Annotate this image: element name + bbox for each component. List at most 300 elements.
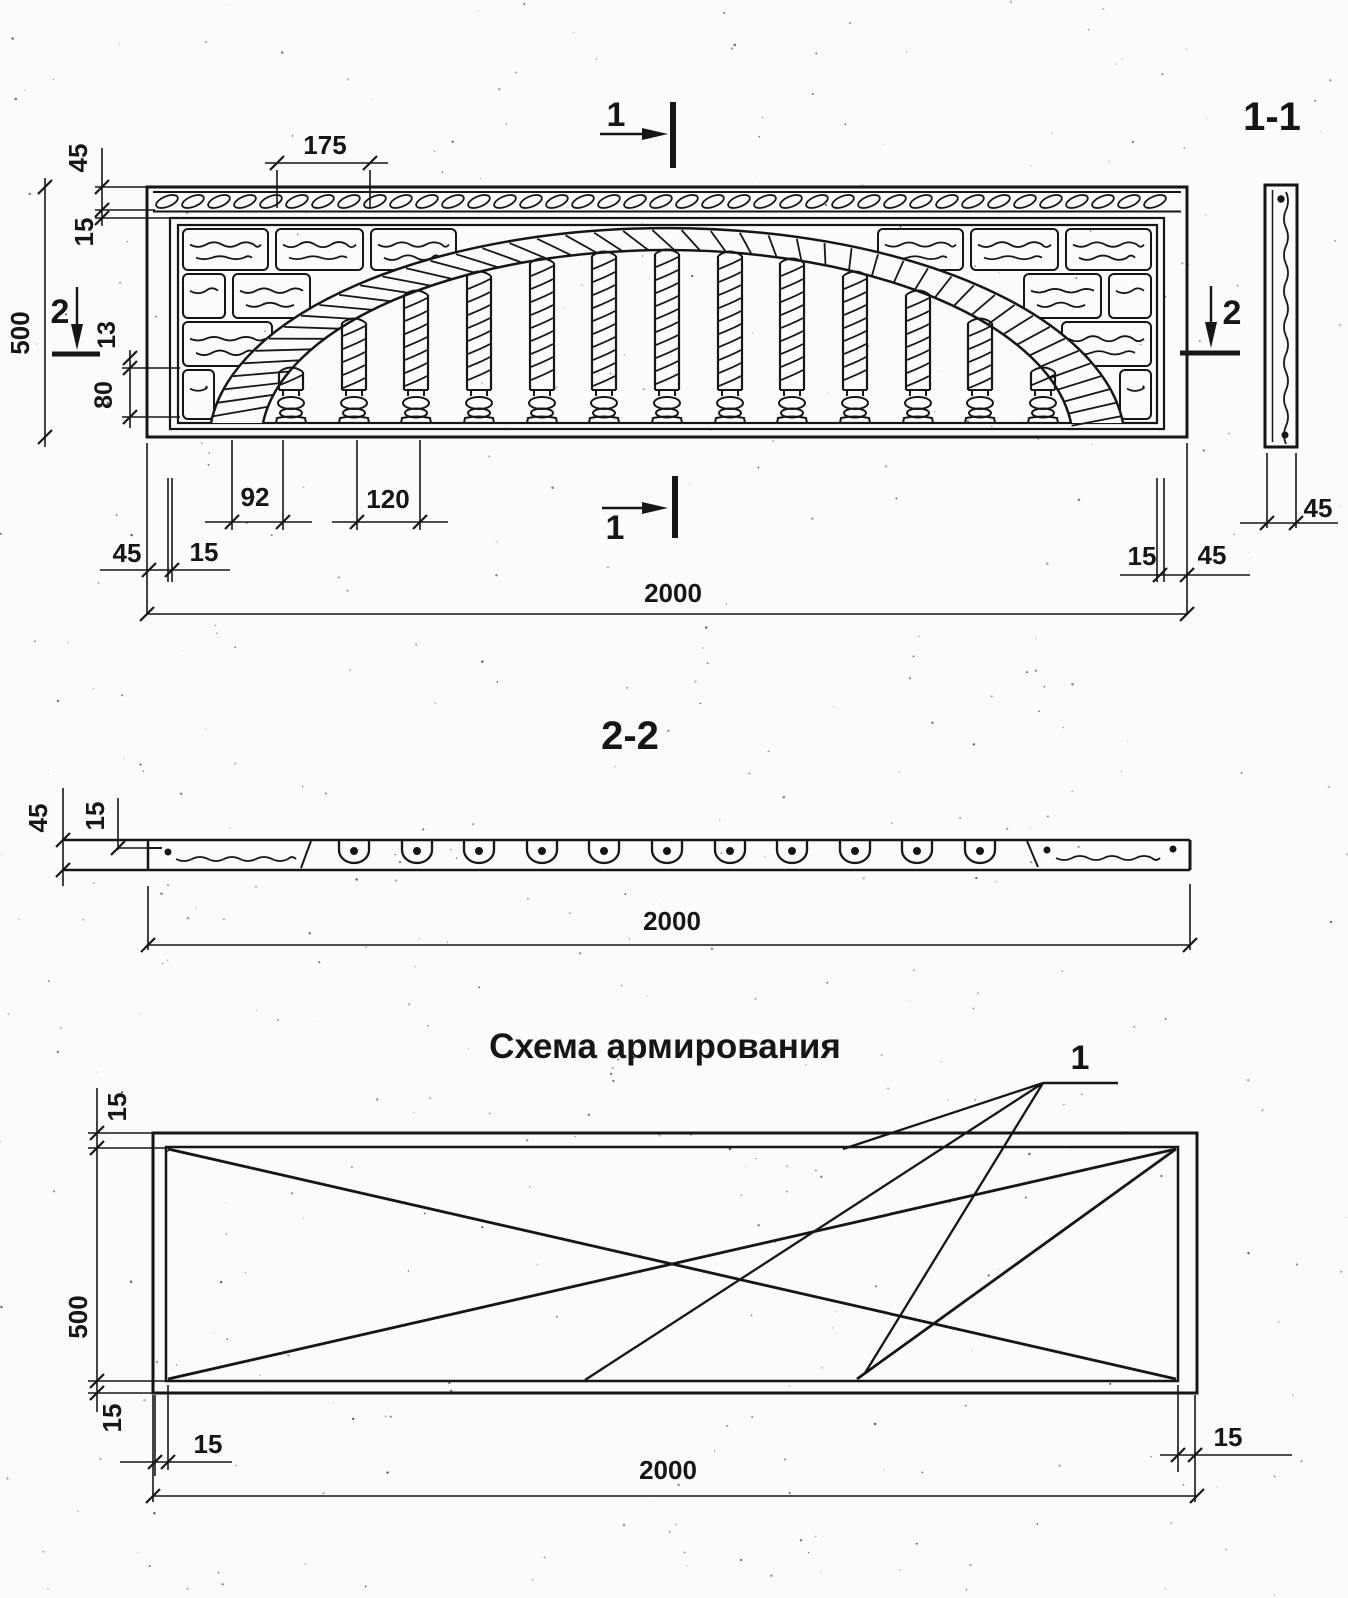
noise-dot [1109, 1383, 1111, 1385]
noise-dot [1046, 562, 1049, 565]
noise-dot [260, 1375, 261, 1376]
noise-dot [820, 1176, 823, 1179]
baluster-twist [781, 292, 803, 302]
dim-15-reinf-bottom-left-h: 15 [193, 1429, 223, 1459]
noise-dot [355, 878, 357, 880]
noise-dot [702, 647, 704, 649]
noise-dot [596, 58, 597, 59]
rope-segment [804, 192, 829, 210]
noise-dot [607, 567, 608, 568]
noise-dot [496, 542, 497, 543]
noise-dot [1052, 133, 1053, 134]
noise-dot [180, 793, 182, 795]
noise-dot [153, 1512, 155, 1514]
baluster-twist [343, 339, 365, 349]
baluster-twist [656, 348, 678, 358]
baluster-twist [907, 311, 929, 321]
noise-dot [447, 942, 448, 943]
noise-dot [302, 786, 303, 787]
rope-segment [570, 192, 595, 210]
baluster-twist [719, 298, 741, 308]
noise-dot [573, 32, 574, 33]
noise-dot [895, 498, 897, 500]
baluster-twist [468, 357, 490, 367]
noise-dot [167, 960, 169, 962]
rope-segment [1064, 192, 1089, 210]
noise-dot [1070, 1149, 1071, 1150]
baluster-twist [405, 350, 427, 360]
baluster-twist [844, 357, 866, 367]
marker-label-2-left: 2 [50, 293, 70, 331]
noise-dot [195, 907, 196, 908]
noise-dot [1031, 166, 1032, 167]
noise-dot [800, 1539, 803, 1542]
section-2-2-outline [63, 840, 1190, 870]
marker-label-1-bottom: 1 [605, 509, 625, 547]
rope-segment [596, 192, 621, 210]
noise-dot [1339, 505, 1340, 506]
noise-dot [119, 282, 121, 284]
noise-dot [478, 986, 480, 988]
noise-dot [836, 1311, 837, 1312]
noise-dot [940, 1061, 941, 1062]
baluster-neck [718, 390, 742, 396]
noise-dot [205, 41, 207, 43]
noise-dot [395, 880, 397, 882]
noise-dot [385, 1416, 387, 1418]
noise-dot [176, 1364, 177, 1365]
baluster-torus [905, 397, 931, 409]
noise-dot [755, 178, 756, 179]
noise-dot [833, 706, 834, 707]
dim-45-section-2-2: 45 [23, 803, 53, 833]
noise-dot [1025, 1197, 1027, 1199]
section-1-1-outline [1265, 185, 1297, 447]
baluster-twist [656, 270, 678, 280]
rope-segment [466, 192, 491, 210]
noise-dot [1133, 1026, 1135, 1028]
baluster-twist [719, 337, 741, 347]
noise-dot [1247, 1079, 1249, 1081]
noise-dot [0, 533, 2, 535]
stone-block [276, 229, 363, 270]
noise-dot [130, 1281, 133, 1284]
baluster-side [718, 256, 742, 390]
noise-dot [160, 892, 163, 895]
rope-segment [336, 192, 361, 210]
anchor-dot [1044, 847, 1050, 853]
noise-dot [1296, 1263, 1298, 1265]
noise-dot [1345, 1217, 1346, 1218]
rope-segment [1142, 192, 1167, 210]
noise-dot [646, 995, 647, 996]
baluster-twist [531, 318, 553, 328]
noise-dot [1140, 344, 1142, 346]
baluster-twist [844, 370, 866, 380]
baluster-twist [343, 365, 365, 375]
noise-dot [909, 1001, 910, 1002]
baluster-twist [468, 344, 490, 354]
noise-dot [201, 442, 203, 444]
noise-dot [648, 1500, 649, 1501]
baluster-twist [656, 283, 678, 293]
noise-dot [711, 947, 714, 950]
noise-dot [48, 774, 49, 775]
noise-dot [726, 1425, 728, 1427]
noise-dot [900, 226, 902, 228]
noise-dot [916, 1543, 918, 1545]
baluster-twist [844, 305, 866, 315]
noise-dot [303, 487, 305, 489]
noise-dot [100, 1458, 102, 1460]
noise-dot [230, 5, 231, 6]
noise-dot [764, 856, 765, 857]
baluster-twist [907, 376, 929, 386]
section-2-2-baluster-cuts [148, 841, 1176, 863]
section-1-1-title: 1-1 [1243, 95, 1301, 139]
noise-dot [1037, 439, 1038, 440]
baluster-twist [468, 305, 490, 315]
noise-dot [1182, 262, 1184, 264]
dim-45-bottom-right: 45 [1197, 540, 1227, 570]
baluster-twist [593, 272, 615, 282]
noise-dot [875, 1285, 877, 1287]
noise-dot [1340, 1271, 1342, 1273]
dim-175: 175 [303, 130, 347, 160]
stone-texture [196, 351, 256, 356]
noise-dot [815, 1169, 817, 1171]
noise-dot [977, 992, 979, 994]
noise-dot [1021, 420, 1022, 421]
noise-dot [621, 985, 622, 986]
baluster-side [592, 256, 616, 390]
noise-dot [574, 1136, 575, 1137]
stone-texture [190, 288, 218, 293]
dim-500-left: 500 [5, 311, 35, 355]
baluster-torus [278, 397, 304, 409]
noise-dot [352, 1418, 354, 1420]
noise-dot [934, 411, 936, 413]
noise-dot [481, 660, 484, 663]
noise-dot [1127, 741, 1128, 742]
baluster-twist [405, 376, 427, 386]
noise-dot [472, 823, 474, 825]
noise-dot [523, 3, 525, 5]
noise-dot [1109, 161, 1110, 162]
baluster-twist [844, 279, 866, 289]
stone-block [1120, 370, 1151, 419]
rope-segment [232, 192, 257, 210]
rope-segment [1038, 192, 1063, 210]
baluster-twist [656, 309, 678, 319]
noise-dot [684, 1551, 686, 1553]
noise-dot [347, 78, 349, 80]
baluster-torus [466, 397, 492, 409]
section-1-1-texture [1278, 192, 1288, 444]
noise-dot [213, 1332, 214, 1333]
noise-dot [675, 1523, 677, 1525]
baluster-twist [531, 331, 553, 341]
noise-dot [281, 51, 284, 54]
noise-dot [529, 1186, 531, 1188]
noise-dot [1186, 49, 1187, 50]
noise-dot [424, 1212, 426, 1214]
noise-dot [995, 881, 996, 882]
noise-dot [745, 1166, 746, 1167]
noise-dot [1063, 1104, 1064, 1105]
noise-dot [1247, 1252, 1249, 1254]
dim-92: 92 [240, 482, 270, 512]
noise-dot [245, 1272, 246, 1273]
noise-dot [187, 917, 189, 919]
noise-dot [757, 1224, 760, 1227]
noise-dot [162, 963, 164, 965]
noise-dot [988, 1274, 990, 1276]
noise-dot [139, 763, 141, 765]
noise-dot [1026, 671, 1028, 673]
noise-dot [899, 1569, 901, 1571]
noise-dot [318, 961, 320, 963]
baluster [903, 291, 933, 424]
noise-dot [119, 44, 120, 45]
noise-dot [215, 624, 217, 626]
arrow-down-icon [1205, 322, 1217, 348]
noise-dot [287, 1354, 290, 1357]
baluster-base [1028, 417, 1058, 424]
stone-block [183, 370, 214, 419]
baluster-base [840, 417, 870, 424]
noise-dot [37, 343, 38, 344]
rope-segment [1090, 192, 1115, 210]
baluster-twist [593, 337, 615, 347]
noise-dot [1183, 1484, 1185, 1486]
baluster-twist [969, 378, 991, 388]
dim-2000-front: 2000 [644, 578, 702, 608]
noise-dot [365, 1586, 367, 1588]
noise-dot [25, 89, 26, 90]
noise-dot [752, 332, 753, 333]
noise-dot [481, 382, 482, 383]
noise-dot [687, 1566, 688, 1567]
noise-dot [216, 633, 217, 634]
noise-dot [1165, 1018, 1167, 1020]
baluster-neck [279, 390, 303, 396]
noise-dot [506, 123, 508, 125]
rope-segment [882, 192, 907, 210]
baluster-twist [593, 285, 615, 295]
baluster [1028, 368, 1058, 424]
noise-dot [328, 251, 329, 252]
noise-dot [991, 695, 993, 697]
noise-dot [1334, 240, 1336, 242]
noise-dot [1058, 1465, 1060, 1467]
rope-segment [310, 192, 335, 210]
reinforcement-title: Схема армирования [489, 1027, 841, 1066]
section-2-2-view [63, 788, 1190, 950]
noise-dot [649, 278, 650, 279]
noise-dot [719, 820, 720, 821]
noise-dot [821, 1572, 822, 1573]
noise-dot [67, 642, 68, 643]
baluster-cut-dot [914, 848, 921, 855]
bar-label-leaders [585, 1083, 1118, 1380]
noise-dot [705, 626, 707, 628]
noise-dot [887, 1087, 889, 1089]
noise-dot [691, 275, 693, 277]
dim-2000-reinf: 2000 [639, 1455, 697, 1485]
noise-dot [825, 204, 827, 206]
noise-dot [1199, 340, 1201, 342]
noise-dot [891, 822, 892, 823]
noise-dot [77, 1510, 79, 1512]
noise-dot [1010, 0, 1013, 3]
noise-dot [0, 1306, 2, 1308]
noise-dot [218, 1572, 220, 1574]
noise-dot [1183, 147, 1185, 149]
noise-dot [643, 388, 645, 390]
baluster-twist [405, 324, 427, 334]
stone-texture [1069, 336, 1144, 341]
anchor-dot [165, 849, 171, 855]
noise-dot [1237, 285, 1239, 287]
noise-dot [755, 998, 757, 1000]
noise-dot [938, 371, 939, 372]
rope-segment [752, 192, 777, 210]
noise-dot [1206, 118, 1207, 119]
dim-15-reinf-bottom-left-v: 15 [97, 1403, 127, 1433]
baluster-torus [967, 397, 993, 409]
noise-dot [18, 918, 20, 920]
arrow-right-icon [642, 502, 668, 514]
noise-dot [913, 969, 915, 971]
baluster-twist [531, 266, 553, 276]
noise-dot [827, 393, 828, 394]
noise-dot [610, 1073, 612, 1075]
dim-120: 120 [366, 484, 410, 514]
rope-segment [206, 192, 231, 210]
noise-dot [615, 766, 617, 768]
noise-dot [922, 1472, 924, 1474]
noise-dot [874, 1423, 877, 1426]
leader-lines [585, 1083, 1043, 1380]
noise-dot [456, 858, 457, 859]
baluster-twist [468, 292, 490, 302]
noise-dot [333, 1402, 334, 1403]
reinforcement-scheme-view [88, 1083, 1292, 1502]
baluster-twist [907, 363, 929, 373]
baluster-base [527, 417, 557, 424]
stone-block [183, 229, 268, 270]
stone-texture [1079, 256, 1135, 260]
noise-dot [223, 918, 225, 920]
stone-block [971, 229, 1058, 270]
noise-dot [57, 700, 59, 702]
noise-dot [532, 1579, 533, 1580]
stone-texture [283, 242, 356, 247]
arrow-down-icon [71, 324, 83, 350]
noise-dot [442, 172, 443, 173]
noise-dot [427, 414, 428, 415]
baluster-cut-dot [977, 848, 984, 855]
noise-dot [844, 123, 846, 125]
noise-dot [811, 518, 813, 520]
rope-segment [492, 192, 517, 210]
noise-dot [969, 1564, 971, 1566]
noise-dot [291, 1192, 293, 1194]
rope-segment [648, 192, 673, 210]
baluster-torus [591, 397, 617, 409]
baluster-torus [403, 397, 429, 409]
baluster-twist [593, 298, 615, 308]
noise-dot [556, 1316, 558, 1318]
baluster [840, 272, 870, 424]
baluster-base [965, 417, 995, 424]
baluster-twist [844, 331, 866, 341]
baluster-neck [467, 390, 491, 396]
baluster-neck [404, 390, 428, 396]
noise-dot [314, 1021, 315, 1022]
noise-dot [53, 1190, 55, 1192]
noise-dot [322, 1492, 324, 1494]
baluster-torus [1030, 397, 1056, 409]
noise-dot [667, 730, 669, 732]
baluster-twist [844, 344, 866, 354]
noise-dot [762, 117, 763, 118]
noise-dot [140, 1013, 141, 1014]
noise-dot [815, 52, 817, 54]
baluster-twist [719, 272, 741, 282]
baluster-cut-dot [852, 848, 859, 855]
noise-dot [103, 1129, 104, 1130]
stone-texture [984, 256, 1042, 259]
noise-dot [468, 1049, 469, 1050]
noise-dot [292, 135, 294, 137]
reinforcement-dimension-lines [88, 1088, 1292, 1502]
dim-2000-section-2-2: 2000 [643, 906, 701, 936]
noise-dot [755, 1158, 756, 1159]
noise-dot [998, 272, 999, 273]
noise-dot [658, 1134, 660, 1136]
dim-15-reinf-bottom-right: 15 [1213, 1422, 1243, 1452]
section-2-2-title: 2-2 [601, 714, 659, 758]
noise-dot [1091, 444, 1092, 445]
baluster-twist [593, 376, 615, 386]
stone-block [183, 274, 225, 318]
baluster-twist [781, 318, 803, 328]
baluster-twist [593, 324, 615, 334]
rope-segment [440, 192, 465, 210]
dim-15-section-2-2: 15 [80, 801, 110, 831]
noise-dot [480, 178, 481, 179]
noise-dot [579, 952, 581, 954]
baluster-twist [343, 352, 365, 362]
baluster [589, 252, 619, 424]
noise-dot [155, 316, 157, 318]
noise-dot [116, 514, 118, 516]
rope-segment [674, 192, 699, 210]
noise-dot [60, 1027, 61, 1028]
noise-dot [429, 1097, 431, 1099]
noise-dot [11, 37, 14, 40]
baluster-twist [781, 331, 803, 341]
marker-label-1-top: 1 [606, 96, 626, 134]
rope-segment [960, 192, 985, 210]
baluster-cut-dot [476, 848, 483, 855]
baluster-base [339, 417, 369, 424]
noise-dot [271, 534, 273, 536]
noise-dot [1164, 1588, 1166, 1590]
noise-dot [975, 877, 977, 879]
